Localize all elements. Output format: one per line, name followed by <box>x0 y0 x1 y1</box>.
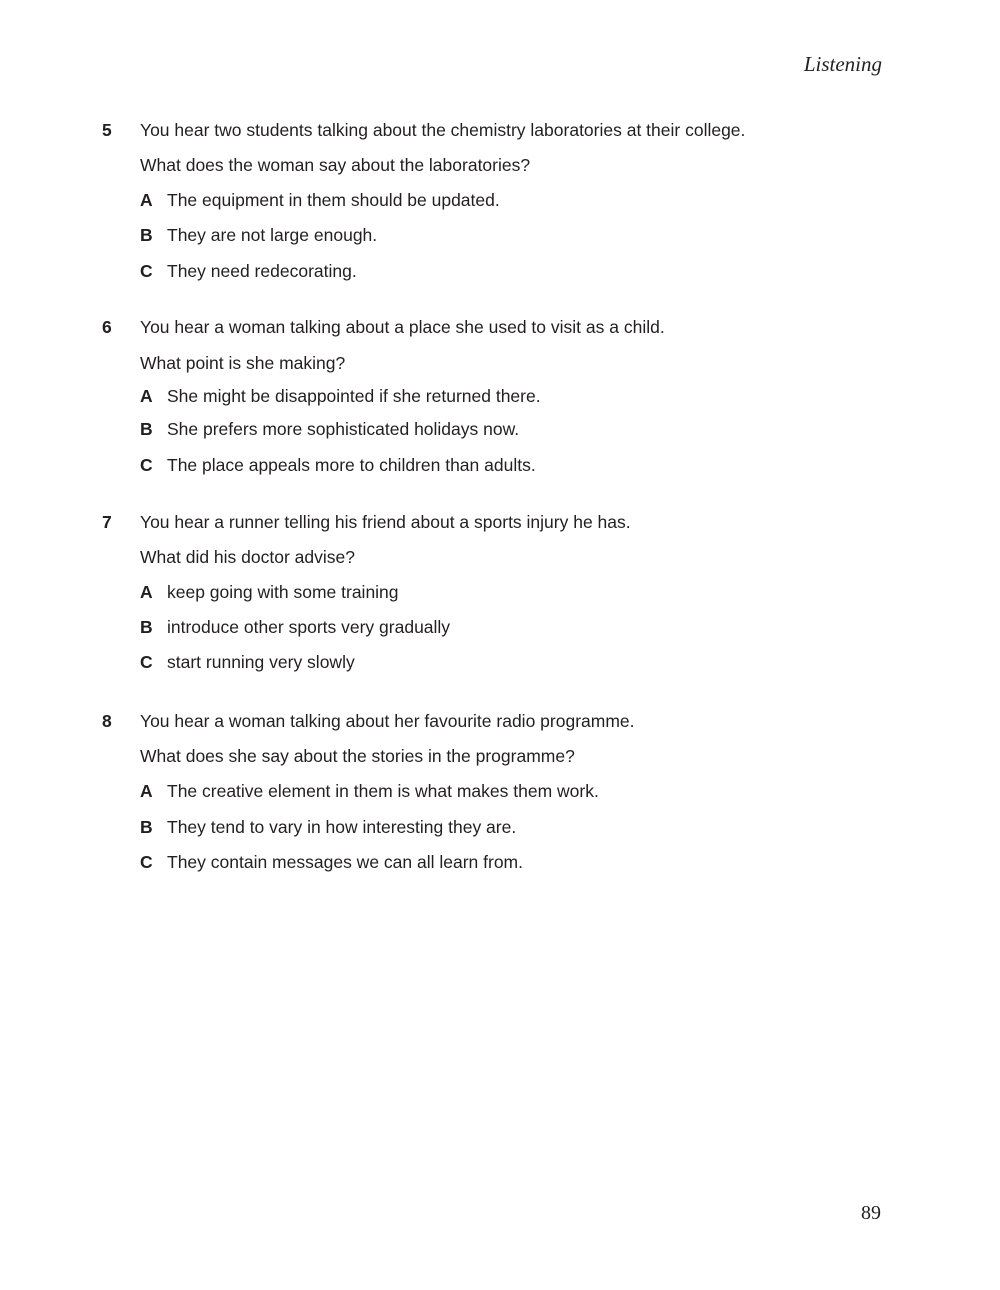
question-prompt: What did his doctor advise? <box>140 547 355 567</box>
question-prompt: What does the woman say about the laboratories? <box>140 155 531 175</box>
option-text-c: They contain messages we can all learn from. <box>167 852 523 872</box>
option-letter-a: A <box>140 190 153 210</box>
option-letter-b: B <box>140 817 153 837</box>
option-letter-b: B <box>140 617 153 637</box>
option-letter-c: C <box>140 261 153 281</box>
question-number: 7 <box>102 512 112 532</box>
option-letter-b: B <box>140 225 153 245</box>
option-letter-a: A <box>140 386 153 406</box>
option-text-b: They tend to vary in how interesting they are. <box>167 817 517 837</box>
option-text-a: The equipment in them should be updated. <box>167 190 500 210</box>
option-text-a: keep going with some training <box>167 582 399 602</box>
question-prompt: What point is she making? <box>140 353 346 373</box>
option-text-c: start running very slowly <box>167 652 355 672</box>
option-letter-c: C <box>140 852 153 872</box>
question-context: You hear a runner telling his friend about a sports injury he has. <box>140 512 631 532</box>
option-letter-a: A <box>140 781 153 801</box>
running-head: Listening <box>803 52 882 76</box>
question-number: 5 <box>102 120 112 140</box>
option-text-b: introduce other sports very gradually <box>167 617 451 637</box>
question-number: 8 <box>102 711 112 731</box>
option-letter-a: A <box>140 582 153 602</box>
page-number: 89 <box>861 1202 881 1224</box>
option-letter-b: B <box>140 419 153 439</box>
option-text-b: They are not large enough. <box>167 225 378 245</box>
question-context: You hear two students talking about the chemistry laboratories at their college. <box>140 120 746 140</box>
question-prompt: What does she say about the stories in the programme? <box>140 746 575 766</box>
option-text-c: They need redecorating. <box>167 261 357 281</box>
question-context: You hear a woman talking about a place she used to visit as a child. <box>140 317 665 337</box>
option-letter-c: C <box>140 455 153 475</box>
question-context: You hear a woman talking about her favourite radio programme. <box>140 711 635 731</box>
option-text-c: The place appeals more to children than adults. <box>167 455 536 475</box>
option-text-a: She might be disappointed if she returned there. <box>167 386 541 406</box>
option-letter-c: C <box>140 652 153 672</box>
question-number: 6 <box>102 317 112 337</box>
option-text-b: She prefers more sophisticated holidays now. <box>167 419 520 439</box>
option-text-a: The creative element in them is what makes them work. <box>167 781 599 801</box>
